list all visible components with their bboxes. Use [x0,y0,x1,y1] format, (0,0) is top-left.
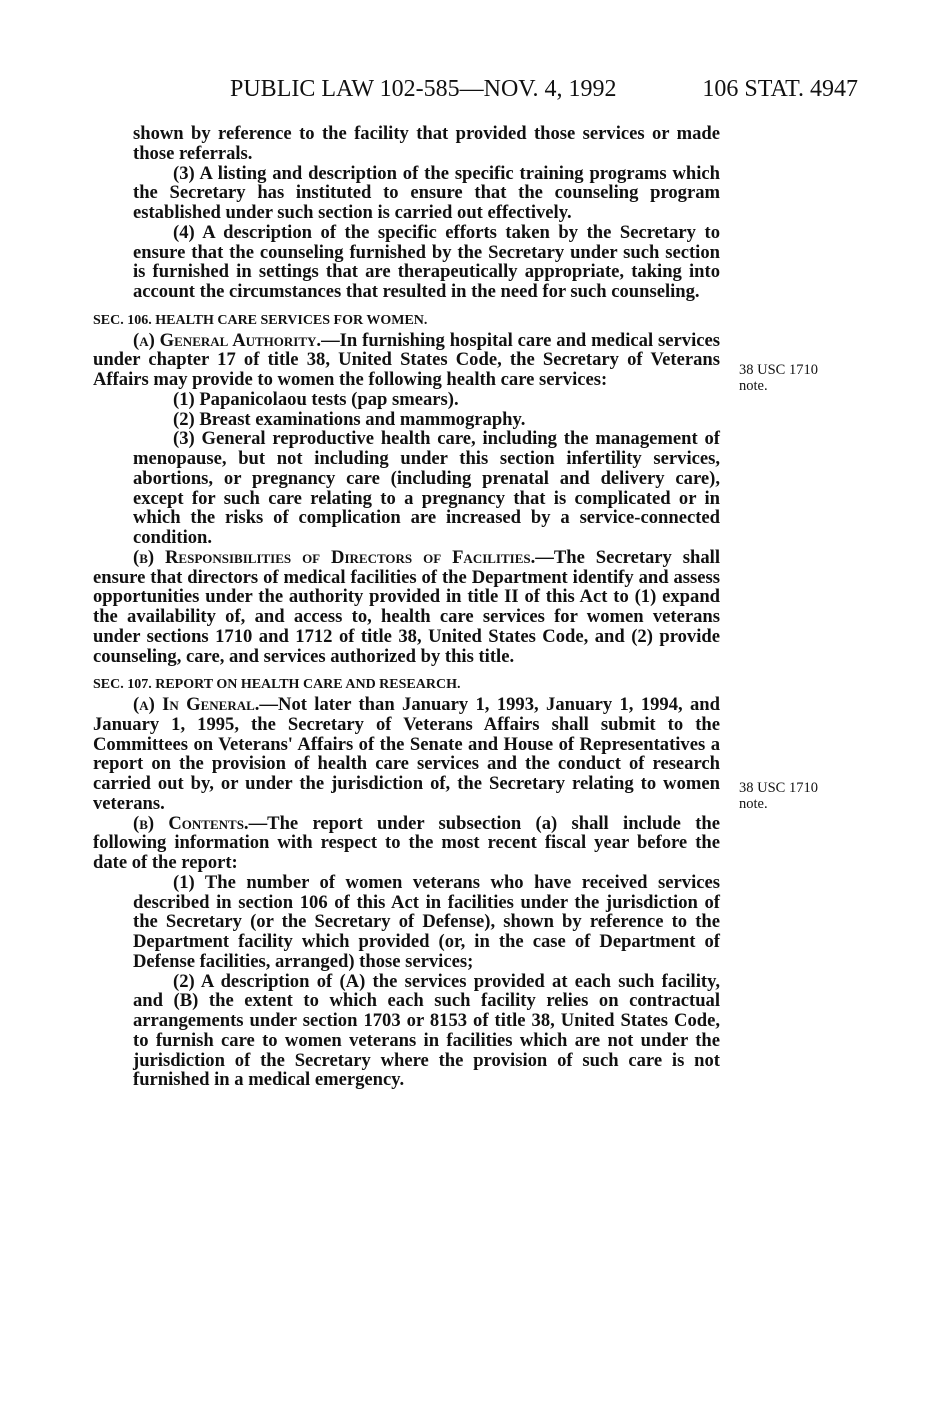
paragraph: (3) General reproductive health care, including the management of menopause, but not including under this section infertility services, abortions, or pregnancy care (including prenatal and delivery care), except for such care relating to a pregnancy that is complicated or in which the risks of complication are increased by a service-connected condition. [133,428,720,548]
header-title: PUBLIC LAW 102-585—NOV. 4, 1992 [230,76,617,102]
paragraph: (2) Breast examinations and mammography. [173,408,526,430]
subsection-heading: (a) General Authority. [133,329,322,351]
subsection-heading: (b) Contents. [133,812,249,834]
subsection-text: —In furnishing hospital care and medical services under chapter 17 of title 38, United States Code, the Secretary of Veterans Affairs may provide to women the following health care services: [93,329,720,390]
margin-note-line: note. [739,378,768,394]
document-body [93,124,720,1090]
margin-note-sec-106 [739,362,818,394]
header-stat-citation: 106 STAT. 4947 [702,76,858,102]
paragraph [93,814,720,873]
margin-note-line: 38 USC 1710 [739,780,818,796]
margin-note-line: 38 USC 1710 [739,362,818,378]
section-heading-107: SEC. 107. REPORT ON HEALTH CARE AND RESEARCH. [93,677,461,693]
margin-note-sec-107 [739,780,818,812]
paragraph: (1) The number of women veterans who have received services described in section 106 of this Act in facilities under the jurisdiction of the Secretary (or the Secretary of Defense), shown by reference to the Department facility which provided (or, in the case of Department of Defense facilities, arranged) those services; [133,871,720,972]
paragraph [93,548,720,667]
page-header [230,76,870,108]
subsection-heading: (a) In General. [133,694,260,715]
paragraph [93,331,720,390]
subsection-text: —Not later than January 1, 1993, January 1, 1994, and January 1, 1995, the Secretary of Veterans Affairs shall submit to the Committees on Veterans' Affairs of the Senate and House of Representatives a report on the provision of health care services and the conduct of research carried out by, or under the jurisdiction of, the Secretary relating to women veterans. [93,694,720,814]
paragraph: (3) A listing and description of the specific training programs which the Secretary has instituted to ensure that the counseling program established under such section is carried out effectively. [133,162,720,223]
paragraph: (4) A description of the specific efforts taken by the Secretary to ensure that the counseling furnished by the Secretary under such section is furnished in settings that are therapeutically appropriate, taking into account the circumstances that resulted in the need for such counseling. [133,221,720,302]
subsection-heading: (b) Responsibilities of Directors of Facilities. [133,546,536,568]
subsection-text: —The Secretary shall ensure that directors of medical facilities of the Department identify and assess opportunities under the authority provided in title II of this Act to (1) expand the availability of, and access to, health care services for women veterans under sections 1710 and 1712 of title 38, United States Code, and (2) provide counseling, care, and services authorized by this title. [93,546,720,667]
paragraph [93,695,720,814]
section-heading-106: SEC. 106. HEALTH CARE SERVICES FOR WOMEN. [93,312,428,328]
margin-note-line: note. [739,796,768,812]
paragraph: shown by reference to the facility that provided those services or made those referrals. [133,123,720,164]
paragraph: (1) Papanicolaou tests (pap smears). [173,388,459,410]
paragraph: (2) A description of (A) the services provided at each such facility, and (B) the extent to which each such facility relies on contractual arrangements under section 1703 or 8153 of title 38, United States Code, to furnish care to women veterans in facilities which are not under the jurisdiction of the Secretary where the provision of such care is not furnished in a medical emergency. [133,970,720,1091]
subsection-text: —The report under subsection (a) shall include the following information with respect to the most recent fiscal year before the date of the report: [93,812,720,873]
